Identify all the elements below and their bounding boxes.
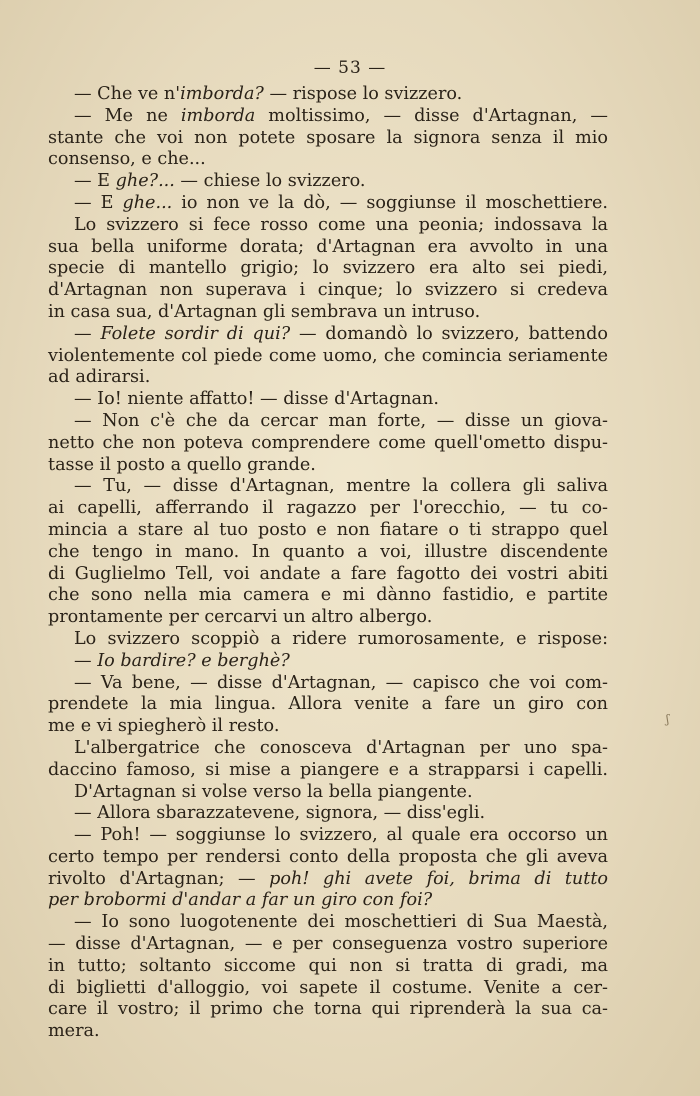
text-run: prontamente per cercarvi un altro albergo. — [48, 607, 433, 628]
italic-text-run: imborda — [180, 105, 256, 126]
text-line — [48, 389, 608, 411]
text-line — [48, 825, 608, 847]
text-run: moltissimo, — disse d'Artagnan, — — [255, 105, 608, 126]
text-run: — chiese lo svizzero. — [174, 171, 366, 192]
text-line — [48, 912, 608, 934]
text-line — [48, 978, 608, 1000]
text-line — [48, 302, 608, 324]
text-line — [48, 84, 608, 106]
text-line — [48, 149, 608, 171]
text-line — [48, 869, 608, 891]
text-run: — domandò lo svizzero, battendo — [290, 323, 608, 344]
italic-text-run: Io bardire? e berghè? — [97, 650, 290, 671]
text-line — [48, 694, 608, 716]
text-run: in tutto; soltanto siccome qui non si tratta di gradi, ma — [48, 955, 608, 976]
text-run: violentemente col piede come uomo, che comincia seriamente — [48, 345, 608, 366]
text-run: in casa sua, d'Artagnan gli sembrava un intruso. — [48, 301, 481, 322]
text-run: io non ve la dò, — soggiunse il moschettiere. — [172, 192, 608, 213]
text-line — [48, 803, 608, 825]
text-run: — Tu, — disse d'Artagnan, mentre la collera gli saliva — [74, 476, 608, 497]
text-line — [48, 411, 608, 433]
text-run: — disse d'Artagnan, — e per conseguenza vostro superiore — [48, 934, 608, 955]
text-line — [48, 651, 608, 673]
text-run: che tengo in mano. In quanto a voi, illustre discendente — [48, 541, 608, 562]
text-run: me e vi spiegherò il resto. — [48, 716, 280, 737]
text-line — [48, 193, 608, 215]
text-line — [48, 890, 608, 912]
text-run: — Che ve n' — [74, 84, 181, 104]
text-line — [48, 1021, 608, 1043]
text-line — [48, 999, 608, 1021]
text-run: ad adirarsi. — [48, 367, 151, 388]
text-line — [48, 367, 608, 389]
text-run: mera. — [48, 1021, 100, 1042]
text-line — [48, 324, 608, 346]
text-line — [48, 738, 608, 760]
text-run: D'Artagnan si volse verso la bella piangente. — [74, 781, 473, 802]
text-line — [48, 673, 608, 695]
text-run: tasse il posto a quello grande. — [48, 454, 316, 475]
text-run: rivolto d'Artagnan; — — [48, 868, 270, 889]
text-run: d'Artagnan non superava i cinque; lo svizzero si credeva — [48, 280, 608, 301]
text-run: consenso, e che... — [48, 149, 206, 170]
body-text — [48, 84, 608, 1043]
text-run: — Io sono luogotenente dei moschettieri di Sua Maestà, — [74, 912, 608, 933]
text-run: sua bella uniforme dorata; d'Artagnan era avvolto in una — [48, 236, 608, 257]
text-line — [48, 760, 608, 782]
text-run: — Non c'è che da cercar man forte, — disse un giova- — [74, 410, 608, 431]
italic-text-run: per brobormi d'andar a far un giro con foi? — [48, 890, 433, 911]
italic-text-run: imborda? — [180, 84, 264, 104]
italic-text-run: poh! ghi avete foi, brima di tutto — [269, 868, 608, 889]
text-line — [48, 607, 608, 629]
text-run: di biglietti d'alloggio, voi sapete il costume. Venite a cer- — [48, 977, 608, 998]
text-run: L'albergatrice che conosceva d'Artagnan per uno spa- — [74, 737, 608, 758]
text-run: — E — [74, 171, 116, 192]
text-run: — — [74, 323, 101, 344]
italic-text-run: ghe... — [122, 192, 173, 213]
text-line — [48, 215, 608, 237]
text-line — [48, 542, 608, 564]
italic-text-run: Folete sordir di qui? — [100, 323, 291, 344]
text-run: che sono nella mia camera e mi dànno fastidio, e partite — [48, 585, 608, 606]
text-run: care il vostro; il primo che torna qui riprenderà la sua ca- — [48, 999, 608, 1020]
text-run: daccino famoso, si mise a piangere e a strapparsi i capelli. — [48, 759, 608, 780]
page-number: — 53 — — [313, 58, 387, 78]
text-line — [48, 128, 608, 150]
text-line — [48, 585, 608, 607]
text-line — [48, 476, 608, 498]
italic-text-run: ghe?... — [115, 171, 175, 192]
text-line — [48, 847, 608, 869]
text-run: certo tempo per rendersi conto della proposta che gli aveva — [48, 846, 608, 867]
text-run: — E — [74, 192, 123, 213]
text-run: Lo svizzero si fece rosso come una peonia; indossava la — [74, 214, 608, 235]
text-run: mincia a stare al tuo posto e non fiatare o ti strappo quel — [48, 519, 608, 540]
text-run: ai capelli, afferrando il ragazzo per l'orecchio, — tu co- — [48, 498, 608, 519]
text-line — [48, 956, 608, 978]
text-run: — — [74, 650, 98, 671]
text-line — [48, 455, 608, 477]
text-run: di Guglielmo Tell, voi andate a fare fagotto dei vostri abiti — [48, 563, 608, 584]
text-line — [48, 258, 608, 280]
text-line — [48, 237, 608, 259]
text-line — [48, 520, 608, 542]
text-run: netto che non poteva comprendere come quell'ometto dispu- — [48, 432, 608, 453]
text-run: — Poh! — soggiunse lo svizzero, al quale era occorso un — [74, 825, 608, 846]
text-run: — Allora sbarazzatevene, signora, — diss'egli. — [74, 803, 486, 824]
text-line — [48, 629, 608, 651]
text-line — [48, 106, 608, 128]
text-run: — Va bene, — disse d'Artagnan, — capisco che voi com- — [74, 672, 608, 693]
text-line — [48, 280, 608, 302]
text-line — [48, 171, 608, 193]
text-line — [48, 782, 608, 804]
text-line — [48, 498, 608, 520]
text-line — [48, 433, 608, 455]
margin-mark: ʃ — [666, 712, 670, 726]
text-line — [48, 346, 608, 368]
text-run: Lo svizzero scoppiò a ridere rumorosamente, e rispose: — [74, 628, 608, 649]
text-run: — Io! niente affatto! — disse d'Artagnan. — [74, 389, 439, 410]
text-run: specie di mantello grigio; lo svizzero era alto sei piedi, — [48, 258, 608, 279]
text-run: — Me ne — [74, 105, 181, 126]
text-run: prendete la mia lingua. Allora venite a fare un giro con — [48, 694, 608, 715]
text-line — [48, 716, 608, 738]
text-line — [48, 564, 608, 586]
text-line — [48, 934, 608, 956]
text-run: — rispose lo svizzero. — [263, 84, 463, 104]
text-run: stante che voi non potete sposare la signora senza il mio — [48, 127, 608, 148]
